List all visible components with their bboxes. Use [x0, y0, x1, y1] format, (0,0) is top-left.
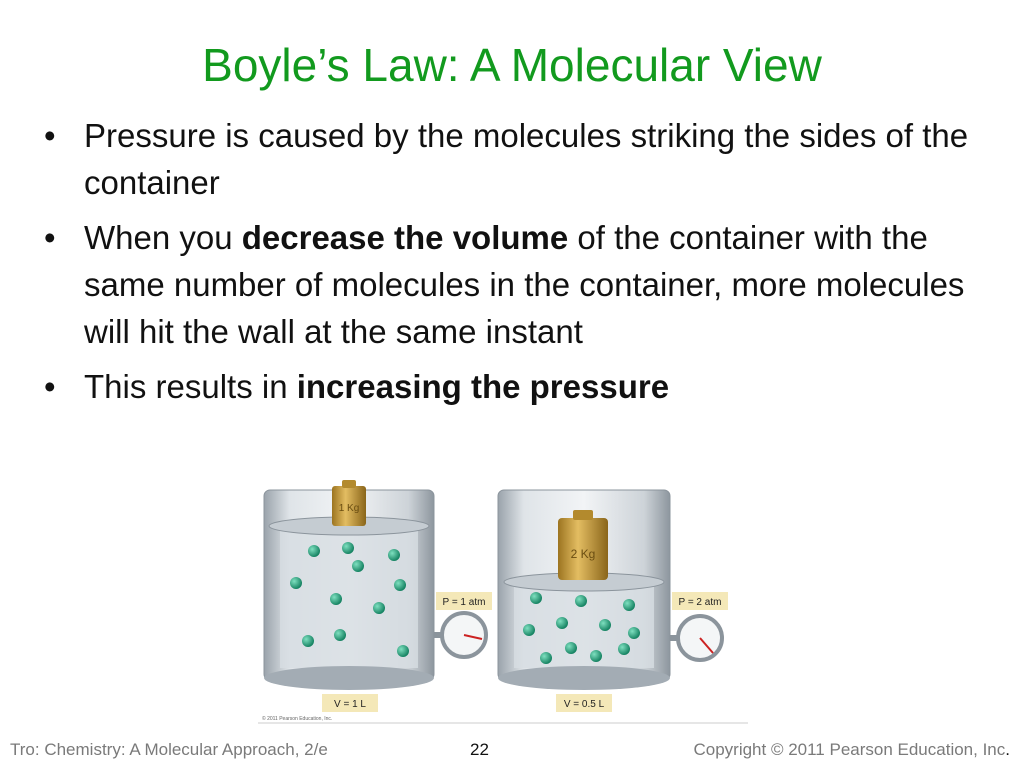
bullet-text: of the container with the same number of molecules in the container, more molecules will hit the wall at the same instant [84, 219, 965, 350]
molecule [575, 595, 587, 607]
bullet-list [44, 112, 984, 418]
molecule [397, 645, 409, 657]
molecule [334, 629, 346, 641]
bullet-item [44, 214, 984, 355]
bullet-text: This results in [84, 368, 297, 405]
bullet-icon: • [44, 219, 56, 256]
molecule [308, 545, 320, 557]
slide-title: Boyle’s Law: A Molecular View [202, 39, 822, 91]
molecule [556, 617, 568, 629]
right-cylinder-base [498, 666, 670, 690]
left-weight-label: 1 Kg [338, 503, 360, 514]
molecule [302, 635, 314, 647]
molecule [290, 577, 302, 589]
bullet-emphasis: increasing the pressure [296, 368, 670, 405]
footer-page-number: 22 [470, 740, 489, 759]
molecule [530, 592, 542, 604]
molecule [565, 642, 577, 654]
footer-copyright-period: . [1005, 740, 1010, 759]
right-pressure-label: P = 2 atm [678, 597, 722, 608]
bullet-text: When you [84, 219, 242, 256]
left-weight-knob [342, 480, 356, 488]
footer-copyright-text: Copyright © 2011 Pearson Education, Inc [693, 740, 1006, 759]
molecule [373, 602, 385, 614]
bullet-text: Pressure is caused by the molecules striking the sides of the container [84, 117, 969, 201]
bullet-icon: • [44, 368, 56, 405]
left-pressure-label: P = 1 atm [442, 597, 486, 608]
boyles-law-figure [258, 478, 758, 726]
molecule [394, 579, 406, 591]
molecule [628, 627, 640, 639]
right-weight-label: 2 Kg [570, 547, 596, 561]
molecule [540, 652, 552, 664]
molecule [523, 624, 535, 636]
footer-copyright [693, 740, 1010, 760]
right-container [498, 490, 728, 712]
left-container [264, 480, 492, 712]
footer-book-title: Tro: Chemistry: A Molecular Approach, 2/e [10, 740, 328, 759]
bullet-item [44, 363, 984, 410]
molecule [623, 599, 635, 611]
right-volume-label: V = 0.5 L [563, 699, 605, 710]
left-volume-label: V = 1 L [334, 699, 366, 710]
molecule [599, 619, 611, 631]
molecule [388, 549, 400, 561]
molecule [330, 593, 342, 605]
figure-credit: © 2011 Pearson Education, Inc. [262, 716, 333, 722]
left-cylinder-base [264, 666, 434, 690]
molecule [342, 542, 354, 554]
molecule [590, 650, 602, 662]
molecule [618, 643, 630, 655]
molecule [352, 560, 364, 572]
bullet-item [44, 112, 984, 206]
bullet-emphasis: decrease the volume [241, 219, 569, 256]
right-weight-knob [573, 510, 593, 520]
bullet-icon: • [44, 117, 56, 154]
